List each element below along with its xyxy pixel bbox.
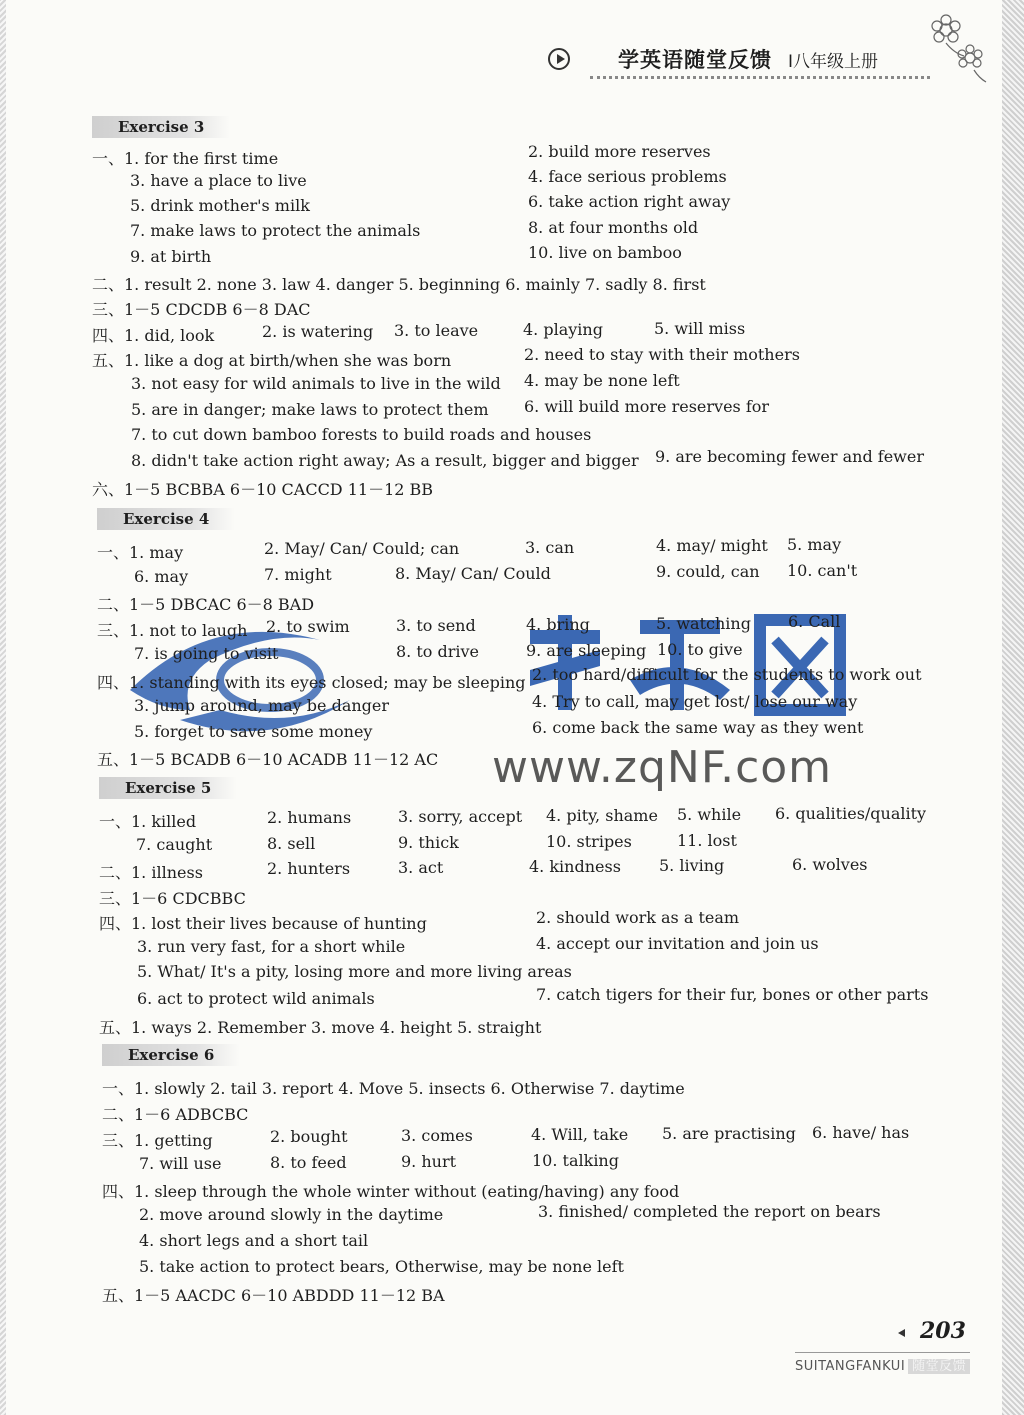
answer-line: 8. sell bbox=[267, 834, 316, 853]
answer-line: 5. watching bbox=[656, 614, 751, 633]
header-subtitle: Ⅰ八年级上册 bbox=[788, 52, 879, 72]
watermark-text: www.zqNF.com bbox=[492, 742, 833, 793]
answer-line: 3. comes bbox=[401, 1126, 473, 1145]
page-footer bbox=[795, 1352, 970, 1374]
answer-line: 5. forget to save some money bbox=[134, 722, 373, 741]
answer-line: 5. while bbox=[677, 805, 742, 824]
answer-line: 四、1. standing with its eyes closed; may be sleeping bbox=[97, 673, 526, 692]
answer-line: 三、1－5 CDCDB 6－8 DAC bbox=[92, 300, 311, 319]
answer-line: 四、1. sleep through the whole winter without (eating/having) any food bbox=[102, 1182, 680, 1201]
answer-line: 二、1. illness bbox=[99, 863, 203, 882]
answer-line: 3. have a place to live bbox=[130, 171, 307, 190]
answer-line: 4. short legs and a short tail bbox=[139, 1231, 369, 1250]
exercise-5-title: Exercise 5 bbox=[99, 777, 237, 799]
answer-line: 2. bought bbox=[270, 1127, 348, 1146]
flower-decoration-icon bbox=[924, 8, 994, 88]
answer-line: 6. wolves bbox=[792, 855, 868, 874]
answer-line: 4. face serious problems bbox=[528, 167, 727, 186]
exercise-6-title: Exercise 6 bbox=[102, 1044, 240, 1066]
answer-line: 6. have/ has bbox=[812, 1123, 910, 1142]
answer-line: 10. talking bbox=[532, 1151, 619, 1170]
answer-line: 5. will miss bbox=[654, 319, 746, 338]
answer-line: 5. What/ It's a pity, losing more and more living areas bbox=[137, 962, 572, 981]
answer-line: 2. build more reserves bbox=[528, 142, 711, 161]
answer-line: 一、1. may bbox=[97, 543, 184, 562]
answer-line: 5. are practising bbox=[662, 1124, 796, 1143]
answer-line: 7. make laws to protect the animals bbox=[130, 221, 421, 240]
answer-line: 4. playing bbox=[523, 320, 603, 339]
answer-line: 2. should work as a team bbox=[536, 908, 740, 927]
answer-line: 三、1. getting bbox=[102, 1131, 213, 1150]
answer-line: 3. run very fast, for a short while bbox=[137, 937, 406, 956]
answer-line: 10. can't bbox=[787, 561, 858, 580]
answer-line: 二、1－5 DBCAC 6－8 BAD bbox=[97, 595, 315, 614]
answer-line: 2. need to stay with their mothers bbox=[524, 345, 800, 364]
answer-line: 一、1. killed bbox=[99, 812, 197, 831]
answer-line: 五、1－5 AACDC 6－10 ABDDD 11－12 BA bbox=[102, 1286, 445, 1305]
page-number: 203 bbox=[920, 1318, 966, 1344]
header-title: 学英语随堂反馈 bbox=[618, 48, 772, 72]
answer-line: 六、1－5 BCBBA 6－10 CACCD 11－12 BB bbox=[92, 480, 434, 499]
answer-line: 9. could, can bbox=[656, 562, 760, 581]
footer-text: SUITANGFANKUI bbox=[795, 1359, 906, 1374]
answer-line: 7. catch tigers for their fur, bones or other parts bbox=[536, 985, 929, 1004]
answer-line: 8. to feed bbox=[270, 1153, 347, 1172]
answer-line: 二、1－6 ADBCBC bbox=[102, 1105, 249, 1124]
answer-line: 6. Call bbox=[788, 612, 841, 631]
answer-line: 7. might bbox=[264, 565, 332, 584]
exercise-3-title: Exercise 3 bbox=[92, 116, 230, 138]
answer-line: 3. finished/ completed the report on bears bbox=[538, 1202, 881, 1221]
answer-line: 6. take action right away bbox=[528, 192, 731, 211]
page-edge-right bbox=[1002, 0, 1024, 1415]
answer-line: 4. kindness bbox=[529, 857, 621, 876]
answer-line: 10. stripes bbox=[546, 832, 632, 851]
answer-line: 3. jump around, may be danger bbox=[134, 696, 390, 715]
answer-line: 5. drink mother's milk bbox=[130, 196, 310, 215]
answer-line: 二、1. result 2. none 3. law 4. danger 5. beginning 6. mainly 7. sadly 8. first bbox=[92, 275, 706, 294]
answer-line: 8. to drive bbox=[396, 642, 480, 661]
answer-line: 2. is watering bbox=[262, 322, 374, 341]
answer-line: 6. act to protect wild animals bbox=[137, 989, 375, 1008]
answer-line: 3. can bbox=[525, 538, 575, 557]
answer-line: 五、1. ways 2. Remember 3. move 4. height 5. straight bbox=[99, 1018, 542, 1037]
answer-line: 9. are sleeping bbox=[526, 641, 647, 660]
answer-line: 10. to give bbox=[657, 640, 743, 659]
answer-line: 8. May/ Can/ Could bbox=[395, 564, 551, 583]
answer-line: 2. move around slowly in the daytime bbox=[139, 1205, 444, 1224]
page-header bbox=[548, 44, 908, 80]
answer-line: 11. lost bbox=[677, 831, 737, 850]
answer-line: 五、1－5 BCADB 6－10 ACADB 11－12 AC bbox=[97, 750, 439, 769]
answer-line: 6. come back the same way as they went bbox=[532, 718, 864, 737]
answer-line: 4. may be none left bbox=[524, 371, 680, 390]
answer-line: 4. accept our invitation and join us bbox=[536, 934, 819, 953]
answer-line: 3. sorry, accept bbox=[398, 807, 523, 826]
answer-line: 4. Try to call, may get lost/ lose our way bbox=[532, 692, 858, 711]
answer-line: 2. May/ Can/ Could; can bbox=[264, 539, 460, 558]
answer-line: 4. pity, shame bbox=[546, 806, 658, 825]
answer-line: 2. to swim bbox=[266, 617, 350, 636]
footer-tag: 随堂反馈 bbox=[908, 1359, 970, 1374]
answer-line: 3. to send bbox=[396, 616, 476, 635]
answer-line: 8. didn't take action right away; As a result, bigger and bigger bbox=[131, 451, 639, 470]
play-icon bbox=[548, 48, 570, 70]
answer-line: 五、1. like a dog at birth/when she was born bbox=[92, 351, 452, 370]
exercise-4-title: Exercise 4 bbox=[97, 508, 235, 530]
answer-line: 7. caught bbox=[136, 835, 213, 854]
answer-line: 7. to cut down bamboo forests to build roads and houses bbox=[131, 425, 592, 444]
answer-line: 7. is going to visit bbox=[134, 644, 279, 663]
answer-line: 4. bring bbox=[526, 615, 590, 634]
header-divider bbox=[590, 76, 930, 79]
answer-line: 6. will build more reserves for bbox=[524, 397, 770, 416]
answer-line: 4. Will, take bbox=[531, 1125, 629, 1144]
answer-line: 三、1－6 CDCBBC bbox=[99, 889, 246, 908]
answer-line: 9. thick bbox=[398, 833, 459, 852]
answer-line: 5. take action to protect bears, Otherwise, may be none left bbox=[139, 1257, 624, 1276]
answer-line: 5. living bbox=[659, 856, 725, 875]
answer-line: 2. too hard/difficult for the students to work out bbox=[532, 665, 922, 684]
answer-line: 3. to leave bbox=[394, 321, 479, 340]
answer-line: 3. act bbox=[398, 858, 444, 877]
answer-line: 8. at four months old bbox=[528, 218, 699, 237]
answer-line: 5. are in danger; make laws to protect them bbox=[131, 400, 489, 419]
answer-line: 4. may/ might bbox=[656, 536, 768, 555]
answer-line: 9. are becoming fewer and fewer bbox=[655, 447, 924, 466]
answer-line: 7. will use bbox=[139, 1154, 222, 1173]
answer-line: 四、1. did, look bbox=[92, 326, 215, 345]
answer-line: 9. at birth bbox=[130, 247, 212, 266]
answer-line: 5. may bbox=[787, 535, 842, 554]
answer-line: 四、1. lost their lives because of hunting bbox=[99, 914, 427, 933]
page-arrow-icon bbox=[898, 1329, 905, 1337]
page-edge-left bbox=[0, 0, 6, 1415]
answer-line: 6. may bbox=[134, 567, 189, 586]
answer-line: 2. hunters bbox=[267, 859, 351, 878]
answer-line: 3. not easy for wild animals to live in the wild bbox=[131, 374, 501, 393]
answer-line: 9. hurt bbox=[401, 1152, 457, 1171]
answer-line: 一、1. slowly 2. tail 3. report 4. Move 5. insects 6. Otherwise 7. daytime bbox=[102, 1079, 685, 1098]
answer-line: 10. live on bamboo bbox=[528, 243, 682, 262]
answer-line: 三、1. not to laugh bbox=[97, 621, 248, 640]
answer-line: 一、1. for the first time bbox=[92, 149, 279, 168]
answer-line: 6. qualities/quality bbox=[775, 804, 927, 823]
answer-line: 2. humans bbox=[267, 808, 352, 827]
